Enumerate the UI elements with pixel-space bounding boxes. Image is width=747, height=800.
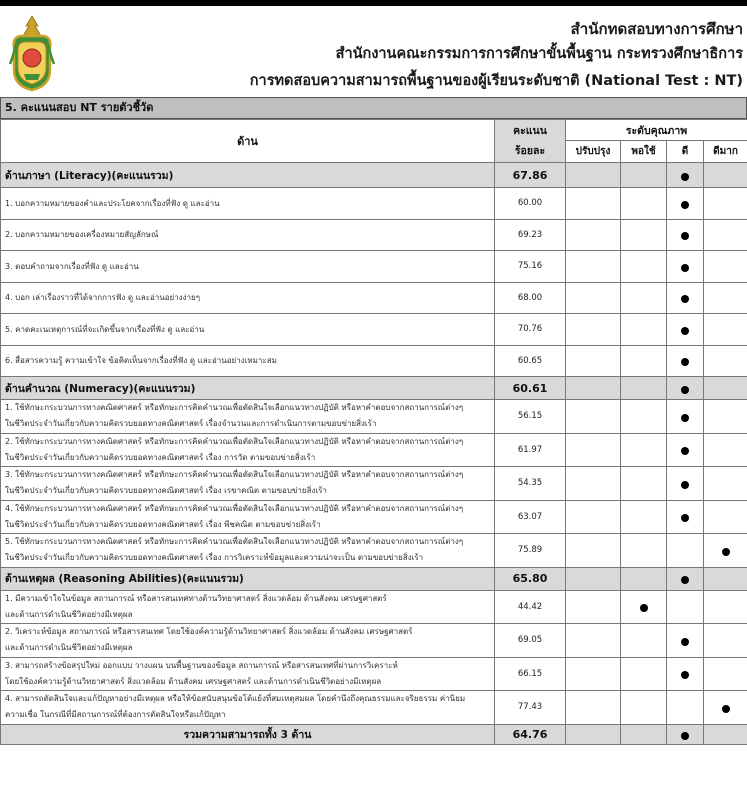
indicator-level-excellent (704, 251, 747, 283)
indicator-row (1, 624, 747, 658)
indicator-level-good (667, 219, 704, 251)
indicator-score: 77.43 (495, 691, 566, 725)
indicator-level-good (667, 534, 704, 568)
indicator-label (1, 314, 495, 346)
indicator-level-good (667, 657, 704, 691)
indicator-row (1, 314, 747, 346)
indicator-level-fair (621, 657, 667, 691)
category-score: 67.86 (495, 163, 566, 188)
quality-dot-icon (640, 604, 648, 612)
indicator-score: 60.65 (495, 345, 566, 377)
quality-dot-icon (681, 386, 689, 394)
indicator-level-good (667, 433, 704, 467)
category-level-improve (566, 163, 621, 188)
org-line-1: สำนักทดสอบทางการศึกษา (570, 20, 743, 38)
nt-indicator-table (0, 119, 747, 745)
indicator-level-improve (566, 314, 621, 346)
indicator-score: 44.42 (495, 590, 566, 624)
category-row (1, 567, 747, 590)
report-header (0, 6, 747, 94)
quality-dot-icon (681, 414, 689, 422)
quality-dot-icon (681, 638, 689, 646)
indicator-score: 54.35 (495, 467, 566, 501)
indicator-level-fair (621, 467, 667, 501)
total-level-excellent (704, 724, 747, 744)
quality-dot-icon (681, 232, 689, 240)
indicator-level-good (667, 624, 704, 658)
indicator-level-excellent (704, 400, 747, 434)
category-level-excellent (704, 163, 747, 188)
indicator-level-fair (621, 219, 667, 251)
indicator-row (1, 188, 747, 220)
category-label: ด้านภาษา (Literacy)(คะแนนรวม) (1, 163, 495, 188)
indicator-label (1, 251, 495, 283)
indicator-score: 66.15 (495, 657, 566, 691)
quality-dot-icon (681, 264, 689, 272)
indicator-text-line: 4. ใช้ทักษะกระบวนการทางคณิตศาสตร์ หรือทักษะการคิดคำนวณเพื่อตัดสินใจเลือกแนวทางปฏิบัติ หรือหาคำตอบจากสถานการณ์ต่างๆ (5, 503, 464, 513)
indicator-level-good (667, 314, 704, 346)
header-score-line2: ร้อยละ (514, 145, 546, 157)
category-level-good (667, 377, 704, 400)
indicator-level-improve (566, 534, 621, 568)
indicator-level-improve (566, 657, 621, 691)
header-score-line1: คะแนน (513, 125, 547, 137)
indicator-level-good (667, 282, 704, 314)
indicator-text-line: 4. บอก เล่าเรื่องราวที่ได้จากการฟัง ดู และอ่านอย่างง่ายๆ (5, 293, 200, 303)
indicator-level-excellent (704, 282, 747, 314)
indicator-level-good (667, 691, 704, 725)
category-level-fair (621, 377, 667, 400)
indicator-level-improve (566, 188, 621, 220)
indicator-level-fair (621, 433, 667, 467)
indicator-level-excellent (704, 219, 747, 251)
quality-dot-icon (681, 481, 689, 489)
indicator-text-line: 4. สามารถตัดสินใจและแก้ปัญหาอย่างมีเหตุผล หรือให้ข้อสนับสนุนข้อโต้แย้งที่สมเหตุสมผล โดยคำนึงถึงคุณธรรมและจริยธรรม ค่านิยม (5, 694, 466, 704)
obec-emblem-icon (8, 14, 56, 92)
indicator-text-line: ความเชื่อ ในกรณีที่มีสถานการณ์ที่ต้องการตัดสินใจหรือแก้ปัญหา (5, 710, 226, 720)
indicator-level-fair (621, 188, 667, 220)
indicator-level-improve (566, 433, 621, 467)
indicator-level-excellent (704, 590, 747, 624)
indicator-level-excellent (704, 657, 747, 691)
total-row (1, 724, 747, 744)
indicator-row (1, 345, 747, 377)
quality-dot-icon (681, 447, 689, 455)
indicator-text-line: ในชีวิตประจำวันเกี่ยวกับความคิดรวบยอดทางคณิตศาสตร์ เรื่อง เรขาคณิต ตามขอบข่ายสิ่งเร้า (5, 486, 327, 496)
indicator-text-line: 3. สามารถสร้างข้อสรุปใหม่ ออกแบบ วางแผน บนพื้นฐานของข้อมูล สถานการณ์ หรือสารสนเทศที่ผ่านการวิเคราะห์ (5, 660, 398, 670)
report-title: การทดสอบความสามารถพื้นฐานของผู้เรียนระดับชาติ (National Test : NT) (249, 73, 743, 89)
indicator-text-line: 6. สื่อสารความรู้ ความเข้าใจ ข้อคิดเห็นจากเรื่องที่ฟัง ดู และอ่านอย่างเหมาะสม (5, 356, 277, 366)
indicator-label (1, 624, 495, 658)
indicator-level-excellent (704, 314, 747, 346)
quality-dot-icon (722, 548, 730, 556)
category-score: 65.80 (495, 567, 566, 590)
indicator-score: 60.00 (495, 188, 566, 220)
total-score: 64.76 (495, 724, 566, 744)
indicator-level-excellent (704, 345, 747, 377)
indicator-label (1, 657, 495, 691)
total-label: รวมความสามารถทั้ง 3 ด้าน (1, 724, 495, 744)
indicator-level-improve (566, 691, 621, 725)
indicator-row (1, 534, 747, 568)
quality-dot-icon (681, 327, 689, 335)
indicator-row (1, 400, 747, 434)
header-level-fair: พอใช้ (621, 141, 667, 163)
indicator-label (1, 345, 495, 377)
indicator-score: 70.76 (495, 314, 566, 346)
header-level-good: ดี (667, 141, 704, 163)
indicator-row (1, 657, 747, 691)
indicator-text-line: 2. ใช้ทักษะกระบวนการทางคณิตศาสตร์ หรือทักษะการคิดคำนวณเพื่อตัดสินใจเลือกแนวทางปฏิบัติ หรือหาคำตอบจากสถานการณ์ต่างๆ (5, 436, 464, 446)
indicator-score: 63.07 (495, 500, 566, 534)
indicator-level-excellent (704, 691, 747, 725)
indicator-score: 75.89 (495, 534, 566, 568)
category-row (1, 163, 747, 188)
quality-dot-icon (681, 295, 689, 303)
indicator-text-line: ในชีวิตประจำวันเกี่ยวกับความคิดรวบยอดทางคณิตศาสตร์ เรื่อง พีชคณิต ตามขอบข่ายสิ่งเร้า (5, 519, 321, 529)
indicator-level-fair (621, 251, 667, 283)
indicator-score: 69.23 (495, 219, 566, 251)
category-score: 60.61 (495, 377, 566, 400)
header-level-excellent: ดีมาก (704, 141, 747, 163)
quality-dot-icon (681, 576, 689, 584)
indicator-level-good (667, 590, 704, 624)
category-level-improve (566, 377, 621, 400)
indicator-level-fair (621, 624, 667, 658)
header-score (495, 120, 566, 163)
indicator-level-improve (566, 467, 621, 501)
quality-dot-icon (681, 732, 689, 740)
indicator-level-excellent (704, 467, 747, 501)
category-level-excellent (704, 377, 747, 400)
indicator-level-excellent (704, 500, 747, 534)
total-level-fair (621, 724, 667, 744)
indicator-row (1, 433, 747, 467)
indicator-row (1, 590, 747, 624)
indicator-level-good (667, 188, 704, 220)
indicator-label (1, 500, 495, 534)
indicator-level-improve (566, 590, 621, 624)
indicator-label (1, 467, 495, 501)
indicator-level-excellent (704, 188, 747, 220)
indicator-level-excellent (704, 433, 747, 467)
indicator-score: 56.15 (495, 400, 566, 434)
indicator-row (1, 691, 747, 725)
indicator-level-good (667, 251, 704, 283)
indicator-level-improve (566, 282, 621, 314)
indicator-row (1, 251, 747, 283)
total-level-good (667, 724, 704, 744)
header-level-improve: ปรับปรุง (566, 141, 621, 163)
indicator-text-line: โดยใช้องค์ความรู้ด้านวิทยาศาสตร์ สิ่งแวดล้อม ด้านสังคม เศรษฐศาสตร์ และด้านการดำเนินชีวิตอย่างมีเหตุผล (5, 676, 382, 686)
indicator-level-fair (621, 691, 667, 725)
category-label: ด้านคำนวณ (Numeracy)(คะแนนรวม) (1, 377, 495, 400)
indicator-label (1, 433, 495, 467)
quality-dot-icon (681, 201, 689, 209)
indicator-level-improve (566, 500, 621, 534)
indicator-text-line: 5. ใช้ทักษะกระบวนการทางคณิตศาสตร์ หรือทักษะการคิดคำนวณเพื่อตัดสินใจเลือกแนวทางปฏิบัติ หรือหาคำตอบจากสถานการณ์ต่างๆ (5, 537, 464, 547)
category-label: ด้านเหตุผล (Reasoning Abilities)(คะแนนรวม) (1, 567, 495, 590)
indicator-level-excellent (704, 624, 747, 658)
quality-dot-icon (681, 514, 689, 522)
indicator-level-improve (566, 345, 621, 377)
indicator-row (1, 467, 747, 501)
indicator-level-fair (621, 314, 667, 346)
indicator-level-fair (621, 534, 667, 568)
indicator-score: 69.05 (495, 624, 566, 658)
indicator-text-line: และด้านการดำเนินชีวิตอย่างมีเหตุผล (5, 643, 133, 653)
indicator-text-line: 1. มีความเข้าใจในข้อมูล สถานการณ์ หรือสารสนเทศทางด้านวิทยาศาสตร์ สิ่งแวดล้อม ด้านสังคม เศรษฐศาสตร์ (5, 593, 387, 603)
indicator-text-line: 1. บอกความหมายของคำและประโยคจากเรื่องที่ฟัง ดู และอ่าน (5, 198, 220, 208)
category-level-fair (621, 163, 667, 188)
indicator-score: 61.97 (495, 433, 566, 467)
indicator-text-line: 2. วิเคราะห์ข้อมูล สถานการณ์ หรือสารสนเทศ โดยใช้องค์ความรู้ด้านวิทยาศาสตร์ สิ่งแวดล้อม ด้านสังคม เศรษฐศาสตร์ (5, 627, 413, 637)
indicator-label (1, 400, 495, 434)
indicator-level-fair (621, 282, 667, 314)
indicator-text-line: ในชีวิตประจำวันเกี่ยวกับความคิดรวบยอดทางคณิตศาสตร์ เรื่องจำนวนและการดำเนินการตามขอบข่ายสิ่งเร้า (5, 419, 377, 429)
indicator-text-line: 3. ใช้ทักษะกระบวนการทางคณิตศาสตร์ หรือทักษะการคิดคำนวณเพื่อตัดสินใจเลือกแนวทางปฏิบัติ หรือหาคำตอบจากสถานการณ์ต่างๆ (5, 470, 464, 480)
header-quality-level: ระดับคุณภาพ (566, 120, 747, 141)
quality-dot-icon (722, 705, 730, 713)
indicator-level-good (667, 500, 704, 534)
category-row (1, 377, 747, 400)
indicator-level-improve (566, 400, 621, 434)
indicator-text-line: 3. ตอบคำถามจากเรื่องที่ฟัง ดู และอ่าน (5, 261, 139, 271)
indicator-text-line: ในชีวิตประจำวันเกี่ยวกับความคิดรวบยอดทางคณิตศาสตร์ เรื่อง การวิเคราะห์ข้อมูลและความน่าจะเป็น ตามขอบข่ายสิ่งเร้า (5, 553, 424, 563)
category-level-good (667, 163, 704, 188)
indicator-label (1, 534, 495, 568)
org-line-2: สำนักงานคณะกรรมการการศึกษาขั้นพื้นฐาน กระทรวงศึกษาธิการ (335, 46, 743, 62)
indicator-level-good (667, 400, 704, 434)
indicator-level-improve (566, 219, 621, 251)
indicator-level-fair (621, 590, 667, 624)
category-level-good (667, 567, 704, 590)
indicator-level-good (667, 345, 704, 377)
category-level-improve (566, 567, 621, 590)
indicator-text-line: 5. คาดคะเนเหตุการณ์ที่จะเกิดขึ้นจากเรื่องที่ฟัง ดู และอ่าน (5, 324, 205, 334)
indicator-row (1, 219, 747, 251)
indicator-score: 68.00 (495, 282, 566, 314)
quality-dot-icon (681, 671, 689, 679)
indicator-row (1, 282, 747, 314)
indicator-level-improve (566, 251, 621, 283)
indicator-label (1, 590, 495, 624)
indicator-level-improve (566, 624, 621, 658)
indicator-text-line: ในชีวิตประจำวันเกี่ยวกับความคิดรวบยอดทางคณิตศาสตร์ เรื่อง การวัด ตามขอบข่ายสิ่งเร้า (5, 452, 316, 462)
total-level-improve (566, 724, 621, 744)
indicator-text-line: 2. บอกความหมายของเครื่องหมายสัญลักษณ์ (5, 230, 159, 240)
indicator-label (1, 691, 495, 725)
indicator-score: 75.16 (495, 251, 566, 283)
indicator-text-line: 1. ใช้ทักษะกระบวนการทางคณิตศาสตร์ หรือทักษะการคิดคำนวณเพื่อตัดสินใจเลือกแนวทางปฏิบัติ หรือหาคำตอบจากสถานการณ์ต่างๆ (5, 403, 464, 413)
indicator-level-fair (621, 400, 667, 434)
quality-dot-icon (681, 358, 689, 366)
indicator-row (1, 500, 747, 534)
indicator-text-line: และด้านการดำเนินชีวิตอย่างมีเหตุผล (5, 609, 133, 619)
indicator-label (1, 219, 495, 251)
category-level-fair (621, 567, 667, 590)
header-aspect: ด้าน (1, 120, 495, 163)
indicator-label (1, 282, 495, 314)
indicator-level-excellent (704, 534, 747, 568)
indicator-level-fair (621, 345, 667, 377)
indicator-label (1, 188, 495, 220)
quality-dot-icon (681, 173, 689, 181)
section-title: 5. คะแนนสอบ NT รายตัวชี้วัด (0, 97, 747, 119)
category-level-excellent (704, 567, 747, 590)
indicator-level-good (667, 467, 704, 501)
indicator-level-fair (621, 500, 667, 534)
